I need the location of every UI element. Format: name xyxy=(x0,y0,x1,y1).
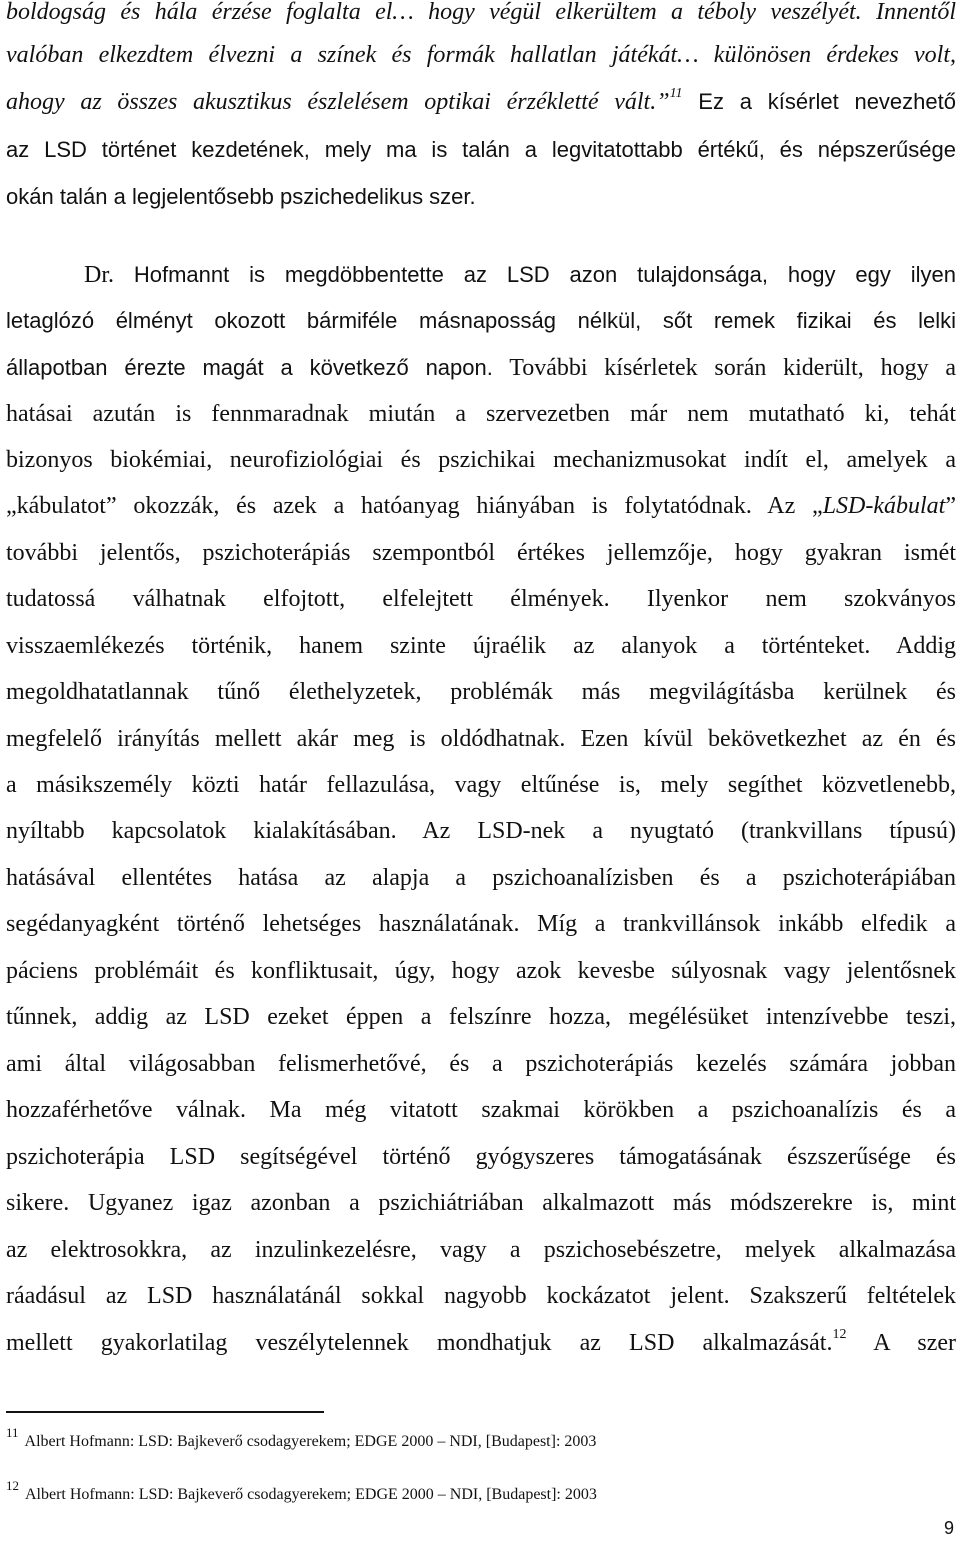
body-text: megfelelő irányítás mellett akár meg is oldódhatnak. xyxy=(6,726,566,752)
body-line xyxy=(6,1281,956,1311)
page-number: 9 xyxy=(943,1518,954,1538)
body-line: az LSD történet kezdetének, mely ma is talán a legvitatottabb értékű, és népszerűsége xyxy=(6,137,956,162)
footnote-ref[interactable]: 12 xyxy=(832,1327,847,1342)
body-line: valóban elkezdtem élvezni a színek és formák hallatlan játékát… különösen érdekes volt, xyxy=(6,42,956,68)
body-text: Ugyanez igaz azonban a pszichiátriában alkalmazott más módszerekre is, mint xyxy=(69,1190,956,1216)
body-line: bizonyos biokémiai, neurofiziológiai és pszichikai mechanizmusokat indít el, amelyek a xyxy=(6,447,956,473)
body-text: Ilyenkor nem szokványos xyxy=(609,586,957,612)
body-line xyxy=(6,584,956,614)
body-text: Hofmannt is megdöbbentette az LSD azon tulajdonsága, hogy egy ilyen xyxy=(114,262,956,287)
body-text: Míg a trankvillánsok inkább elfedik a xyxy=(519,911,956,937)
body-line: pszichoterápia LSD segítségével történő gyógyszeres támogatásának észszerűsége és xyxy=(6,1144,956,1170)
body-text: Ez a kísérlet nevezhető xyxy=(682,89,956,114)
body-line xyxy=(6,1328,956,1358)
body-text: A szer xyxy=(846,1330,957,1356)
body-text: „kábulatot” okozzák, és azek a hatóanyag hiányában is folytatódnak. xyxy=(6,493,752,519)
body-text: visszaemlékezés történik, hanem szinte újraélik az alanyok a történteket. xyxy=(6,633,871,659)
body-line xyxy=(6,1095,956,1125)
footnote-mark: 11 xyxy=(6,1425,19,1440)
body-line: páciens problémáit és konfliktusait, úgy, hogy azok kevesbe súlyosnak vagy jelentősnek xyxy=(6,958,956,984)
body-text: Ezen kívül bekövetkezhet az én és xyxy=(565,726,956,752)
body-line: további jelentős, pszichoterápiás szempontból értékes jellemzője, hogy gyakran ismét xyxy=(6,540,956,566)
body-text: Az „ xyxy=(751,493,823,519)
body-line: tűnnek, addig az LSD ezeket éppen a felszínre hozza, megélésüket intenzívebbe teszi, xyxy=(6,1004,956,1030)
footnote xyxy=(6,1425,906,1452)
footnote xyxy=(6,1478,906,1505)
footnote-mark: 12 xyxy=(6,1478,19,1493)
body-line xyxy=(6,631,956,661)
body-text: ” xyxy=(945,493,957,519)
body-line: boldogság és hála érzése foglalta el… hogy végül elkerültem a téboly veszélyét. Innentől xyxy=(6,0,956,25)
footnote-text: Albert Hofmann: LSD: Bajkeverő csodagyerekem; EDGE 2000 – NDI, [Budapest]: 2003 xyxy=(25,1486,597,1503)
body-line xyxy=(6,87,956,117)
body-line: megoldhatatlannak tűnő élethelyzetek, problémák más megvilágításba kerülnek és xyxy=(6,679,956,705)
body-text: Szakszerű feltételek xyxy=(729,1283,956,1309)
body-text: További kísérletek során kiderült, hogy a xyxy=(492,355,957,381)
footnote-separator xyxy=(6,1411,324,1413)
body-text: állapotban érezte magát a következő napon. xyxy=(6,355,493,380)
body-text: hozzaférhetőve válnak. xyxy=(6,1097,247,1123)
body-text: nyíltabb kapcsolatok kialakításában. xyxy=(6,818,397,844)
body-line: okán talán a legjelentősebb pszichedelikus szer. xyxy=(6,184,476,209)
body-line xyxy=(6,353,956,383)
body-line xyxy=(6,816,956,846)
body-line xyxy=(6,1188,956,1218)
body-text: ráadásul az LSD használatánál sokkal nagyobb kockázatot jelent. xyxy=(6,1283,730,1309)
body-text: segédanyagként történő lehetséges használatának. xyxy=(6,911,520,937)
body-text: sikere. xyxy=(6,1190,70,1216)
body-line: hatásával ellentétes hatása az alapja a pszichoanalízisben és a pszichoterápiában xyxy=(6,865,956,891)
body-line xyxy=(6,909,956,939)
body-line: hatásai azután is fennmaradnak miután a szervezetben már nem mutatható ki, tehát xyxy=(6,401,956,427)
body-line xyxy=(6,724,956,754)
body-line: az elektrosokkra, az inzulinkezelésre, vagy a pszichosebészetre, melyek alkalmazása xyxy=(6,1237,956,1263)
body-text: tudatossá válhatnak elfojtott, elfelejtett élmények. xyxy=(6,586,610,612)
body-text: Ma még vitatott szakmai körökben a pszichoanalízis és a xyxy=(246,1097,956,1123)
quote-end: ahogy az összes akusztikus észlelésem optikai érzékletté vált.” xyxy=(6,89,670,115)
body-line: letaglózó élményt okozott bármiféle másnaposság nélkül, sőt remek fizikai és lelki xyxy=(6,308,956,333)
body-line xyxy=(6,491,956,521)
body-text: Az LSD-nek a nyugtató (trankvillans típusú) xyxy=(396,818,956,844)
emphasis-text: LSD-kábulat xyxy=(822,493,946,519)
body-text: Dr. xyxy=(84,262,114,288)
body-text: Addig xyxy=(870,633,956,659)
body-line: a másikszemély közti határ fellazulása, vagy eltűnése is, mely segíthet közvetlenebb, xyxy=(6,772,956,798)
body-line xyxy=(84,260,956,290)
footnote-ref[interactable]: 11 xyxy=(669,86,683,101)
body-line: ami által világosabban felismerhetővé, és a pszichoterápiás kezelés számára jobban xyxy=(6,1051,956,1077)
body-text: mellett gyakorlatilag veszélytelennek mondhatjuk az LSD alkalmazását. xyxy=(6,1330,833,1356)
footnote-text: Albert Hofmann: LSD: Bajkeverő csodagyerekem; EDGE 2000 – NDI, [Budapest]: 2003 xyxy=(24,1433,597,1450)
